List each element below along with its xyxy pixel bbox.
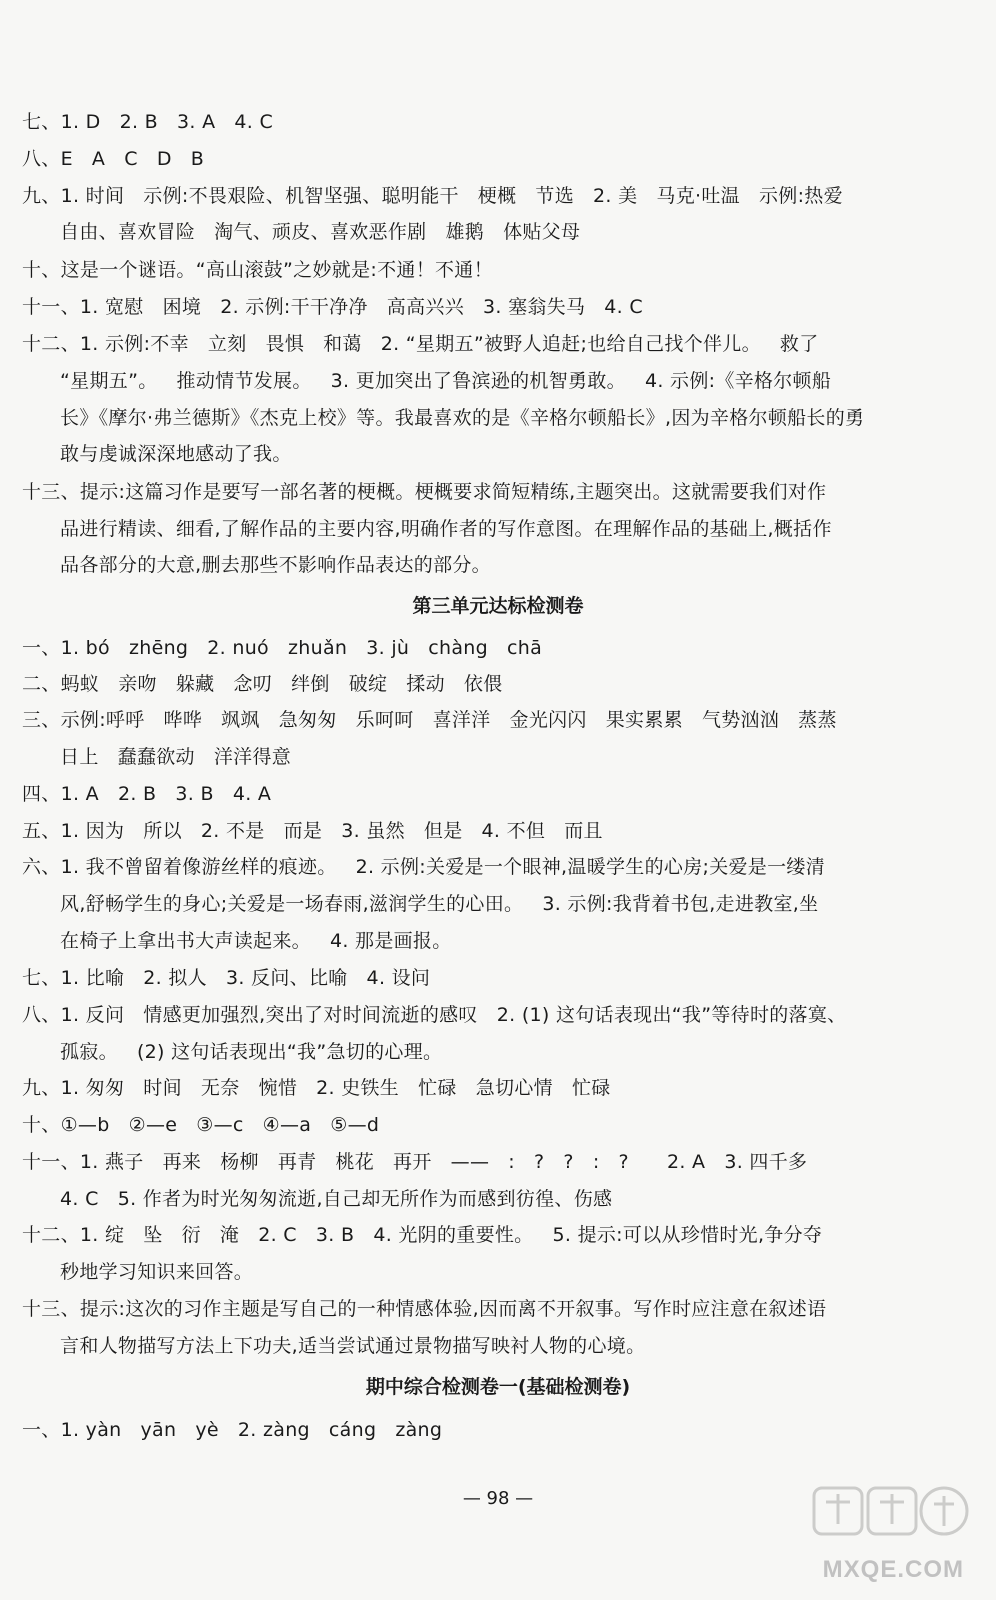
answer-line: 十一、1. 燕子 再来 杨柳 再青 桃花 再开 —— : ? ? : ? 2. A 3. 四千多 — [22, 1151, 808, 1173]
answer-line: 二、蚂蚁 亲吻 躲藏 念叨 绊倒 破绽 揉动 依偎 — [22, 673, 503, 695]
answer-line: 4. C 5. 作者为时光匆匆流逝,自己却无所作为而感到彷徨、伤感 — [22, 1188, 613, 1210]
answer-line: 七、1. D 2. B 3. A 4. C — [22, 111, 274, 133]
answer-line: 四、1. A 2. B 3. B 4. A — [22, 783, 272, 805]
answer-line: 敢与虔诚深深地感动了我。 — [22, 443, 292, 465]
answer-line: 一、1. yàn yān yè 2. zàng cáng zàng — [22, 1419, 443, 1441]
answer-line: 九、1. 匆匆 时间 无奈 惋惜 2. 史铁生 忙碌 急切心情 忙碌 — [22, 1077, 611, 1099]
answer-line: 八、E A C D B — [22, 148, 205, 170]
answer-line: 三、示例:呼呼 哗哗 飒飒 急匆匆 乐呵呵 喜洋洋 金光闪闪 果实累累 气势汹汹 蒸蒸 — [22, 709, 837, 731]
answer-line: 一、1. bó zhēng 2. nuó zhuǎn 3. jù chàng chā — [22, 637, 543, 659]
section-heading: 期中综合检测卷一(基础检测卷) — [365, 1376, 631, 1398]
page-number: — 98 — — [462, 1488, 534, 1509]
watermark-text: MXQE.COM — [822, 1556, 964, 1583]
answer-line: 八、1. 反问 情感更加强烈,突出了对时间流逝的感叹 2. (1) 这句话表现出“我”等待时的落寞、 — [22, 1004, 847, 1026]
answer-line: 十、这是一个谜语。“高山滚鼓”之妙就是:不通！不通！ — [22, 259, 493, 281]
answer-line: 九、1. 时间 示例:不畏艰险、机智坚强、聪明能干 梗概 节选 2. 美 马克·吐温 示例:热爱 — [22, 185, 843, 207]
answer-line: 品进行精读、细看,了解作品的主要内容,明确作者的写作意图。在理解作品的基础上,概括作 — [22, 518, 832, 540]
answer-line: 日上 蠢蠢欲动 洋洋得意 — [22, 746, 292, 768]
answer-line: 十三、提示:这篇习作是要写一部名著的梗概。梗概要求简短精练,主题突出。这就需要我们对作 — [22, 481, 827, 503]
section-heading: 第三单元达标检测卷 — [412, 595, 584, 617]
answer-line: “星期五”。 推动情节发展。 3. 更加突出了鲁滨逊的机智勇敢。 4. 示例:《辛格尔顿船 — [22, 370, 832, 392]
answer-line: 孤寂。 (2) 这句话表现出“我”急切的心理。 — [22, 1041, 443, 1063]
answer-line: 品各部分的大意,删去那些不影响作品表达的部分。 — [22, 554, 491, 576]
answer-line: 五、1. 因为 所以 2. 不是 而是 3. 虽然 但是 4. 不但 而且 — [22, 820, 603, 842]
answer-line: 六、1. 我不曾留着像游丝样的痕迹。 2. 示例:关爱是一个眼神,温暖学生的心房;关爱是一缕清 — [22, 856, 825, 878]
answer-line: 在椅子上拿出书大声读起来。 4. 那是画报。 — [22, 930, 452, 952]
answer-line: 十二、1. 绽 坠 衍 淹 2. C 3. B 4. 光阴的重要性。 5. 提示:可以从珍惜时光,争分夺 — [22, 1224, 823, 1246]
answer-line: 十一、1. 宽慰 困境 2. 示例:干干净净 高高兴兴 3. 塞翁失马 4. C — [22, 296, 643, 318]
answer-line: 自由、喜欢冒险 淘气、顽皮、喜欢恶作剧 雄鹅 体贴父母 — [22, 221, 581, 243]
answer-line: 风,舒畅学生的身心;关爱是一场春雨,滋润学生的心田。 3. 示例:我背着书包,走进教室,坐 — [22, 893, 819, 915]
answer-line: 十二、1. 示例:不幸 立刻 畏惧 和蔼 2. “星期五”被野人追赶;也给自己找个伴儿。 救了 — [22, 333, 819, 355]
answer-line: 七、1. 比喻 2. 拟人 3. 反问、比喻 4. 设问 — [22, 967, 431, 989]
answer-line: 长》《摩尔·弗兰德斯》《杰克上校》等。我最喜欢的是《辛格尔顿船长》,因为辛格尔顿船长的勇 — [22, 407, 865, 429]
answer-line: 十三、提示:这次的习作主题是写自己的一种情感体验,因而离不开叙事。写作时应注意在叙述语 — [22, 1298, 827, 1320]
answer-line: 言和人物描写方法上下功夫,适当尝试通过景物描写映衬人物的心境。 — [22, 1335, 646, 1357]
answer-line: 十、①—b ②—e ③—c ④—a ⑤—d — [22, 1114, 380, 1136]
answer-line: 秒地学习知识来回答。 — [22, 1261, 254, 1283]
